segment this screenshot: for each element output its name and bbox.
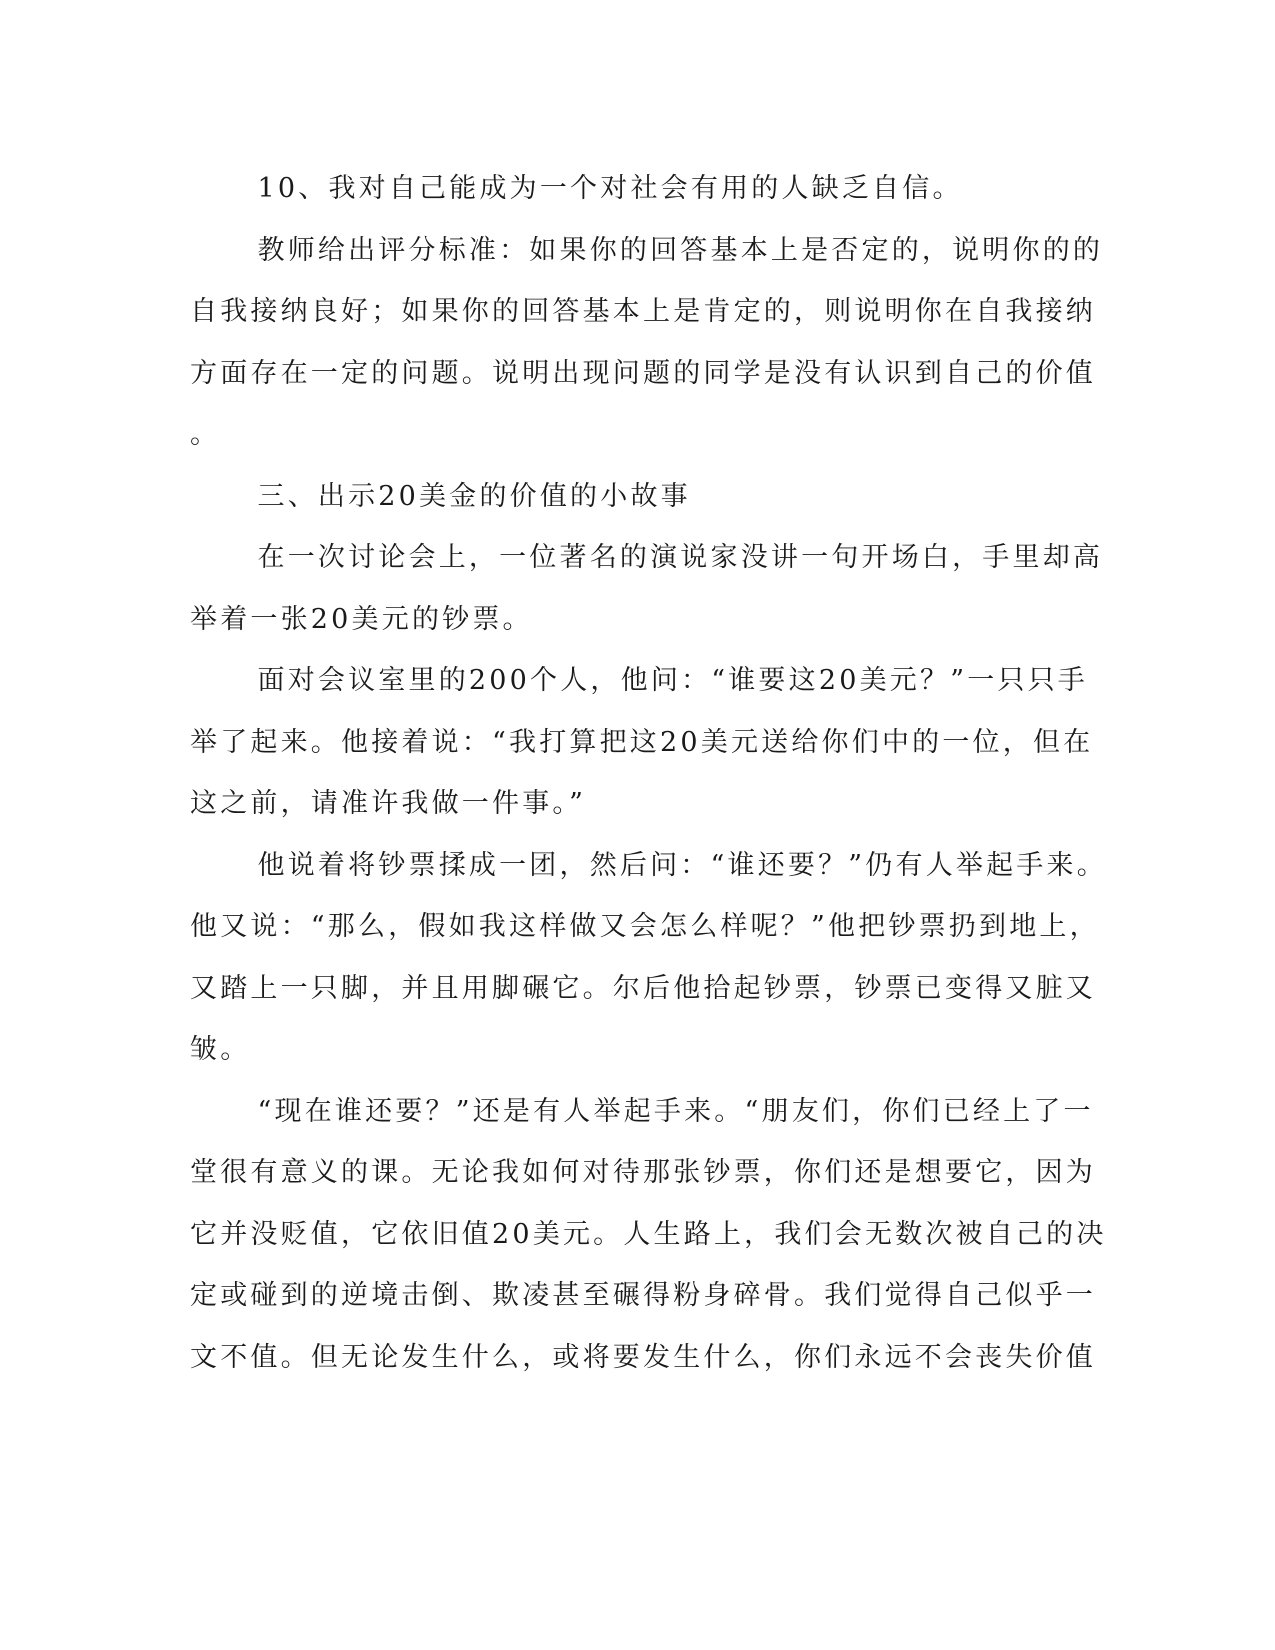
text-line: 举了起来。他接着说：“我打算把这20美元送给你们中的一位，但在 — [190, 726, 1094, 758]
text-line: 三、出示20美金的价值的小故事 — [257, 480, 691, 512]
text-line: 10、我对自己能成为一个对社会有用的人缺乏自信。 — [257, 173, 963, 204]
document-body — [190, 158, 1107, 1388]
text-line: 。 — [190, 419, 221, 450]
text-line: 又踏上一只脚，并且用脚碾它。尔后他拾起钞票，钞票已变得又脏又 — [190, 972, 1096, 1004]
text-line: 教师给出评分标准：如果你的回答基本上是否定的，说明你的的 — [257, 234, 1104, 266]
text-line: “现在谁还要？”还是有人举起手来。“朋友们，你们已经上了一 — [257, 1095, 1094, 1127]
text-line: 方面存在一定的问题。说明出现问题的同学是没有认识到自己的价值 — [190, 357, 1096, 389]
text-line: 这之前，请准许我做一件事。” — [190, 788, 587, 819]
paragraph-scoring-standard — [190, 220, 1104, 466]
text-line: 自我接纳良好；如果你的回答基本上是肯定的，则说明你在自我接纳 — [190, 296, 1096, 327]
paragraph-story-lesson — [190, 1081, 1107, 1389]
text-line: 在一次讨论会上，一位著名的演说家没讲一句开场白，手里却高 — [257, 542, 1104, 573]
text-line: 皱。 — [190, 1034, 251, 1065]
text-line: 堂很有意义的课。无论我如何对待那张钞票，你们还是想要它，因为 — [190, 1157, 1096, 1188]
text-line: 面对会议室里的200个人，他问：“谁要这20美元？”一只只手 — [257, 665, 1088, 696]
text-line: 它并没贬值，它依旧值20美元。人生路上，我们会无数次被自己的决 — [190, 1218, 1107, 1250]
paragraph-story-intro — [190, 527, 1104, 650]
section-heading — [190, 466, 1070, 528]
paragraph-item-10 — [190, 158, 1070, 220]
text-line: 定或碰到的逆境击倒、欺凌甚至碾得粉身碎骨。我们觉得自己似乎一 — [190, 1280, 1096, 1311]
paragraph-story-question — [190, 650, 1094, 835]
text-line: 文不值。但无论发生什么，或将要发生什么，你们永远不会丧失价值 — [190, 1341, 1096, 1373]
text-line: 举着一张20美元的钞票。 — [190, 603, 533, 635]
text-line: 他又说：“那么，假如我这样做又会怎么样呢？”他把钞票扔到地上， — [190, 911, 1100, 942]
paragraph-story-crumple — [190, 835, 1107, 1081]
text-line: 他说着将钞票揉成一团，然后问：“谁还要？”仍有人举起手来。 — [257, 849, 1107, 881]
